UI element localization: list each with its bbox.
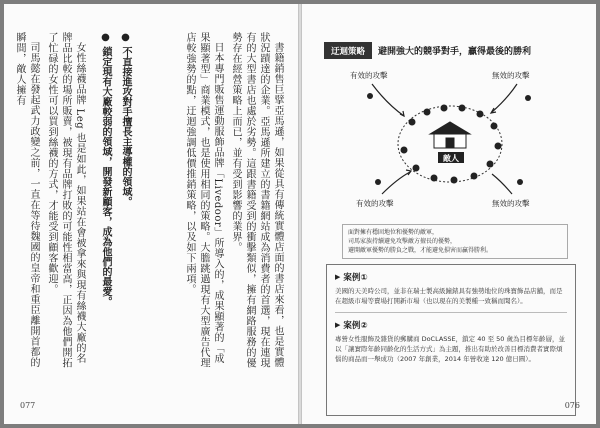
label-top-right: 無效的攻擊	[492, 71, 530, 80]
paragraph: 女性絲襪品牌 Leg 也是如此，如果站在會被拿來與現有絲襪大廠的名牌品比較的場所販賣，被現有品牌打敗的可能性相當高，正因為他們開拓了忙碌的女性可以買到絲襪的方式，才能受到顧客歡迎。	[46, 32, 85, 368]
left-page	[4, 4, 298, 424]
case-title: ▶ 案例①	[335, 273, 368, 283]
bullet-item: ● 鎖定現有大廠較弱的領域，開發新顧客，成為他們的最愛。	[100, 32, 111, 307]
battle-diagram	[342, 64, 558, 214]
divider	[335, 312, 567, 313]
caption-line: 司馬家族持續避免攻擊敵方擅長的優勢，	[348, 238, 457, 245]
headline: 避開強大的競爭對手，贏得最後的勝利	[378, 47, 532, 57]
castle-icon	[430, 122, 470, 148]
page-number: 077	[20, 401, 36, 410]
label-top-left: 有效的攻擊	[350, 71, 388, 80]
label-bottom-left: 有效的攻擊	[356, 199, 394, 208]
strategy-tag: 迂迴策略	[324, 42, 372, 59]
right-page	[302, 4, 596, 424]
paragraph: 日本專門販售運動服飾品牌「Livedoor」所導入的，成果顯著的「成果顯著型」商業模式，也是使用相同的策略。大膽跳過現有大型廣告代理店較強勢的點，迂迴強調低價推銷策略，以及如下兩項。	[184, 32, 223, 368]
case-box	[326, 264, 576, 416]
triangle-bullet-icon: ▶	[335, 273, 341, 281]
case-text: 美國的天美時公司，並非在瑞士製高級鐘錶具有強勢地位的珠寶飾品店舖，而是在超級市場等賣場打開新市場（也以現在的美製種一致稱而聞名）。	[335, 287, 563, 305]
bullet-list	[92, 32, 132, 332]
page-number: 076	[564, 401, 580, 410]
upper-text-block	[134, 32, 284, 372]
bullet-item: ● 不直接進攻對手擅長主導權的領域。	[120, 32, 131, 207]
caption-line: 避開敵軍優勢的勝負之戰，才能避免損害而贏得勝利。	[348, 247, 493, 254]
case-title: ▶ 案例②	[335, 321, 368, 331]
section-banner	[324, 42, 576, 59]
triangle-bullet-icon: ▶	[335, 321, 341, 329]
lower-text-block	[10, 32, 86, 372]
paragraph: 書籍銷售巨擘亞馬遜，如果從具有傳統實體店面的書店來看，也是實體狀況蹟達的企業。亞馬遜所建立的書籍網站成為消費者的首選，現在連現有的大型書店也處於劣勢。這跟書籍受到的衝擊類似，擁有網路服務的優勢存在經營策略上而已，並有受到影響的業界。	[230, 32, 283, 368]
paragraph: 司馬懿在發起武力政變之前，一直在等待魏國的皇帝和重臣離開首都的瞬間，敵人擁有	[14, 32, 39, 368]
enemy-label: 敵人	[443, 154, 459, 163]
diagram-caption	[342, 224, 568, 259]
case-text: 專營女性服飾及雜貨的郵購商 DoCLASSE，鎖定 40 至 50 歲為目標年齡層，並以「讓實際年齡同齡化的生活方式」為主題，推出有助於改善目標消費者實際煩惱的商品而一舉成功（2007 年創業，2014 年營收達 120 億日圓）。	[335, 335, 565, 363]
label-bottom-right: 無效的攻擊	[492, 199, 530, 208]
caption-line: 面對擁有穩固地位和優勢的敵軍，	[348, 229, 439, 236]
